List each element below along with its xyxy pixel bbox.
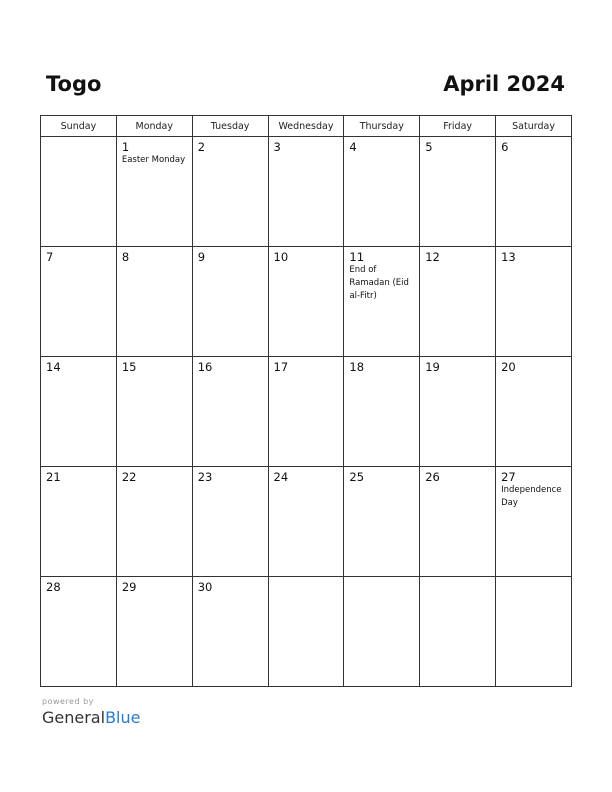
day-cell xyxy=(496,357,572,467)
day-cell xyxy=(41,577,117,687)
day-number: 15 xyxy=(121,360,137,374)
day-number: 29 xyxy=(121,580,137,594)
week-row xyxy=(41,357,572,467)
day-cell xyxy=(496,467,572,577)
holiday-label: End of Ramadan (Eid al-Fitr) xyxy=(349,265,409,301)
day-cell xyxy=(344,247,420,357)
day-number: 27 xyxy=(501,470,516,484)
day-number: 10 xyxy=(273,250,289,264)
day-number: 22 xyxy=(121,470,137,484)
day-number: 8 xyxy=(121,250,130,264)
day-cell xyxy=(268,247,344,357)
brand-logo[interactable] xyxy=(42,708,140,728)
footer-brand xyxy=(42,697,140,728)
day-cell xyxy=(116,357,192,467)
day-cell xyxy=(496,137,572,247)
day-number: 1 xyxy=(121,140,130,154)
day-number: 17 xyxy=(273,360,289,374)
weekday-header: Saturday xyxy=(496,116,572,137)
day-cell xyxy=(344,577,420,687)
day-number xyxy=(41,137,116,141)
day-cell xyxy=(268,577,344,687)
day-number: 28 xyxy=(46,580,61,594)
day-number xyxy=(420,577,495,581)
week-row xyxy=(41,467,572,577)
day-number: 7 xyxy=(46,250,54,264)
day-number: 4 xyxy=(349,140,357,154)
day-cell xyxy=(192,357,268,467)
weekday-header: Sunday xyxy=(41,116,117,137)
calendar-grid xyxy=(40,115,572,687)
holiday-label: Independence Day xyxy=(501,485,562,508)
weekday-header: Monday xyxy=(116,116,192,137)
week-row xyxy=(41,577,572,687)
day-number: 30 xyxy=(197,580,213,594)
day-cell xyxy=(116,137,192,247)
day-cell xyxy=(420,137,496,247)
weekday-header: Tuesday xyxy=(192,116,268,137)
day-cell xyxy=(496,247,572,357)
day-cell xyxy=(41,467,117,577)
day-number: 9 xyxy=(197,250,206,264)
day-cell xyxy=(192,247,268,357)
weekday-header: Friday xyxy=(420,116,496,137)
day-cell xyxy=(116,577,192,687)
day-cell xyxy=(41,137,117,247)
day-number: 5 xyxy=(425,140,433,154)
week-row xyxy=(41,137,572,247)
day-cell xyxy=(192,467,268,577)
day-cell xyxy=(192,577,268,687)
day-number: 23 xyxy=(197,470,213,484)
day-cell xyxy=(268,137,344,247)
day-cell xyxy=(41,357,117,467)
weekday-header: Wednesday xyxy=(268,116,344,137)
day-number: 20 xyxy=(501,360,516,374)
day-number: 24 xyxy=(273,470,289,484)
day-number: 14 xyxy=(46,360,61,374)
day-number xyxy=(269,577,344,581)
day-cell xyxy=(344,137,420,247)
day-number: 13 xyxy=(501,250,516,264)
day-cell xyxy=(344,467,420,577)
day-cell xyxy=(116,247,192,357)
day-number: 19 xyxy=(425,360,440,374)
day-cell xyxy=(192,137,268,247)
weekday-header-row xyxy=(41,116,572,137)
day-cell xyxy=(268,357,344,467)
day-cell xyxy=(41,247,117,357)
day-cell xyxy=(496,577,572,687)
day-number: 25 xyxy=(349,470,365,484)
day-cell xyxy=(420,357,496,467)
day-number: 3 xyxy=(273,140,281,154)
day-cell xyxy=(420,577,496,687)
day-cell xyxy=(116,467,192,577)
day-number: 16 xyxy=(197,360,213,374)
day-cell xyxy=(420,467,496,577)
calendar-month-title: April 2024 xyxy=(443,72,565,96)
powered-by-label: powered by xyxy=(42,697,94,706)
holiday-label: Easter Monday xyxy=(121,155,186,165)
day-number: 26 xyxy=(425,470,440,484)
day-number: 2 xyxy=(197,140,206,154)
week-row xyxy=(41,247,572,357)
day-number xyxy=(344,577,419,581)
day-number: 21 xyxy=(46,470,61,484)
brand-general-text: General xyxy=(42,708,106,727)
day-cell xyxy=(420,247,496,357)
day-number: 6 xyxy=(501,140,509,154)
day-cell xyxy=(268,467,344,577)
brand-blue-text: Blue xyxy=(105,708,141,727)
day-number: 18 xyxy=(349,360,365,374)
calendar-country-title: Togo xyxy=(46,72,102,96)
day-number: 12 xyxy=(425,250,440,264)
day-number xyxy=(496,577,571,581)
day-number: 11 xyxy=(349,250,365,264)
day-cell xyxy=(344,357,420,467)
weekday-header: Thursday xyxy=(344,116,420,137)
